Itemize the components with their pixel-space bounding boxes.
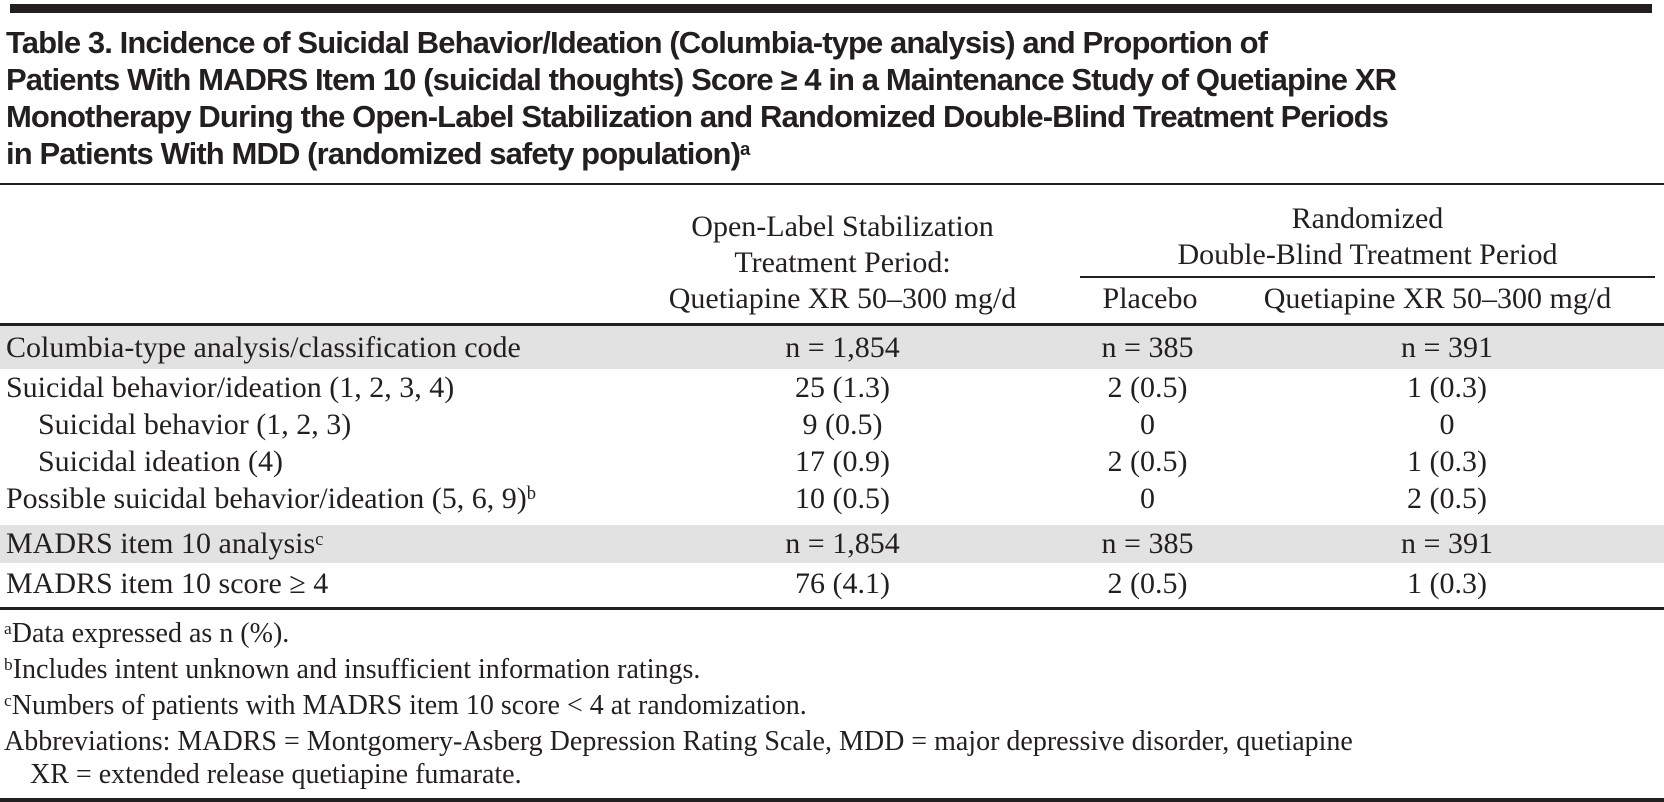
randomized-subcolumns [1080,278,1655,317]
cell-placebo: 0 [1140,481,1155,515]
title-line-1: Table 3. Incidence of Suicidal Behavior/Ideation (Columbia-type analysis) and Proportion of [6,25,1268,60]
footnotes [0,610,1664,791]
row-label [0,567,620,601]
cell-open-label: 17 (0.9) [795,444,890,478]
row-label [0,445,620,479]
bottom-rule-bar [0,798,1664,802]
table-row-madrs-analysis [0,525,1664,563]
title-line-2: Patients With MADRS Item 10 (suicidal thoughts) Score ≥ 4 in a Maintenance Study of Quetiapine XR [6,62,1397,97]
row-label [0,408,620,442]
randomized-line-2: Double-Blind Treatment Period [1177,238,1558,271]
table-title [6,24,1656,176]
cell-quetiapine: 0 [1439,407,1455,441]
cell-open-label: 9 (0.5) [802,407,883,441]
footnote-text: Includes intent unknown and insufficient information ratings. [12,654,701,685]
row-label-text: Possible suicidal behavior/ideation (5, 6, 9) [6,481,527,515]
row-label-text: Suicidal ideation (4) [38,444,283,478]
footnote-c [4,689,1658,725]
cell-open-label: n = 1,854 [785,527,900,560]
journal-table-page [0,4,1664,802]
footnote-text: XR = extended release quetiapine fumarate. [30,759,522,790]
open-label-line-3: Quetiapine XR 50–300 mg/d [668,282,1017,315]
footnote-abbreviations [4,725,1658,758]
title-line-4-text: in Patients With MDD (randomized safety population) [6,136,741,171]
row-footnote-marker: c [315,528,324,550]
row-label-text: MADRS item 10 analysis [6,527,316,560]
cell-open-label: 25 (1.3) [795,370,890,404]
row-label [0,371,620,405]
table-row-suicidal-ideation [0,443,1664,480]
cell-placebo: 2 (0.5) [1107,566,1188,600]
cell-quetiapine: n = 391 [1401,330,1493,364]
row-label [0,331,620,365]
footnote-text: Abbreviations: MADRS = Montgomery-Asberg Depression Rating Scale, MDD = major depressive disorder, quetiapine [4,726,1353,757]
row-label-text: Suicidal behavior (1, 2, 3) [38,407,352,441]
col-head-placebo: Placebo [1102,282,1198,315]
table-row-possible-suicidal [0,480,1664,517]
row-label [0,482,620,516]
cell-open-label: 10 (0.5) [795,481,890,515]
row-label-text: Columbia-type analysis/classification code [6,330,521,364]
row-footnote-marker: b [526,483,537,505]
footnote-abbreviations-continued [4,758,1658,791]
row-label [0,527,620,561]
table-row-suicidal-behavior-ideation [0,369,1664,406]
row-label-text: Suicidal behavior/ideation (1, 2, 3, 4) [6,370,455,404]
title-line-4 [6,135,1656,176]
open-label-line-2: Treatment Period: [734,246,951,279]
table-row-columbia-analysis [0,326,1664,369]
table-row-madrs-score [0,563,1664,604]
cell-placebo: n = 385 [1101,330,1194,364]
randomized-group-title [1080,201,1655,278]
randomized-line-1: Randomized [1291,202,1444,235]
title-line-3: Monotherapy During the Open-Label Stabilization and Randomized Double-Blind Treatment Periods [6,99,1389,134]
table-header [0,185,1664,323]
open-label-line-1: Open-Label Stabilization [691,210,994,243]
footnote-marker: a [4,619,12,639]
cell-quetiapine: n = 391 [1401,527,1493,560]
cell-placebo: 0 [1140,407,1155,441]
row-label-text: MADRS item 10 score ≥ 4 [6,566,329,600]
table-row-suicidal-behavior [0,406,1664,443]
cell-quetiapine: 1 (0.3) [1407,370,1487,404]
cell-quetiapine: 2 (0.5) [1407,481,1487,515]
footnote-marker: b [4,655,13,675]
cell-placebo: 2 (0.5) [1107,370,1188,404]
col-group-randomized [1065,201,1664,317]
footnote-text: Data expressed as n (%). [11,618,290,649]
title-footnote-marker: a [740,137,750,159]
cell-placebo: n = 385 [1101,527,1194,560]
cell-open-label: 76 (4.1) [795,566,890,600]
footnote-text: Numbers of patients with MADRS item 10 score < 4 at randomization. [11,690,807,721]
footnote-b [4,653,1658,689]
col-head-open-label [620,209,1065,317]
cell-quetiapine: 1 (0.3) [1407,566,1487,600]
footnote-a [4,617,1658,653]
col-head-quetiapine-randomized: Quetiapine XR 50–300 mg/d [1263,282,1612,315]
cell-open-label: n = 1,854 [785,330,900,364]
cell-placebo: 2 (0.5) [1107,444,1188,478]
cell-quetiapine: 1 (0.3) [1407,444,1487,478]
top-rule-bar [10,4,1652,13]
footnote-marker: c [4,691,12,711]
